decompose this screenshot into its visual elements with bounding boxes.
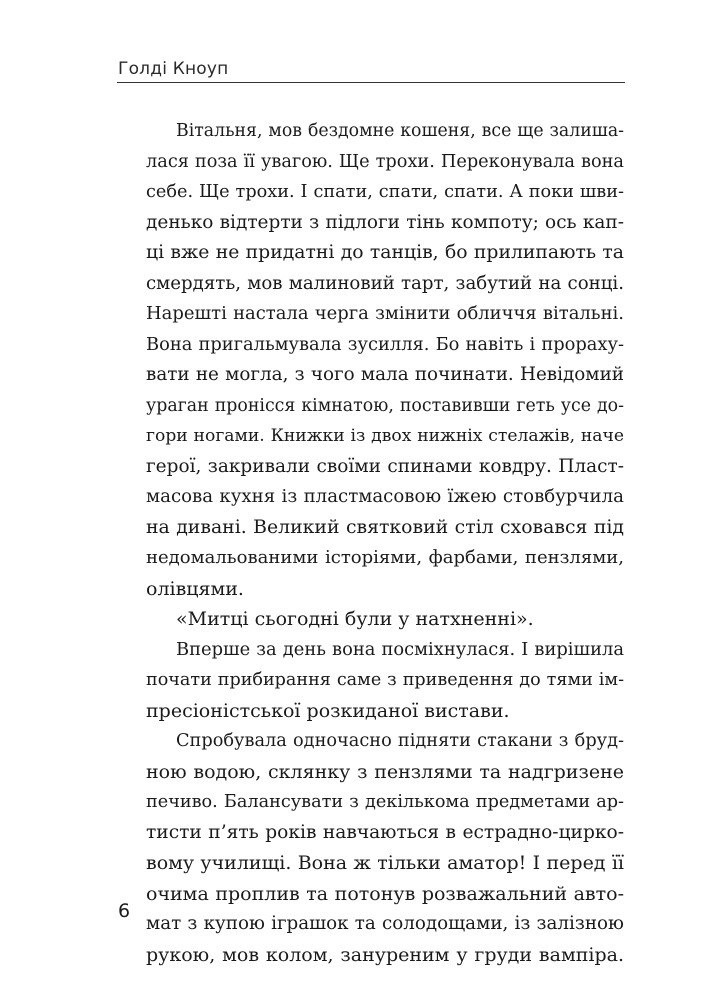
text-line: смердять, мов малиновий тарт, забутий на сонці. [146, 272, 624, 294]
text-line: масова кухня із пластмасовою їжею стовбурчила [146, 486, 624, 507]
text-line: почати прибирання саме з приведення до тями ім- [146, 670, 624, 690]
text-line: рукою, мов колом, зануреним у груди вампіра. [146, 943, 624, 966]
text-line: Спробувала одночасно підняти стакани з бруд- [176, 731, 624, 751]
text-line: тисти п’ять років навчаються в естрадно-цирко- [146, 821, 624, 843]
header-rule [117, 82, 625, 83]
text-line: вому училищі. Вона ж тільки аматор! І перед її [146, 852, 624, 874]
text-line: себе. Ще трохи. І спати, спати, спати. А поки шви- [146, 182, 624, 202]
text-line: ною водою, склянку з пензлями та надгризене [146, 760, 624, 783]
text-line: Вперше за день вона посміхнулася. І вирішила [176, 638, 624, 660]
text-line: денько відтерти з підлоги тінь компоту; ось кап- [146, 211, 624, 233]
text-line: лася поза її увагою. Ще трохи. Переконувала вона [146, 151, 624, 172]
running-head: Голді Кноуп [118, 59, 229, 79]
text-line: вати не могла, з чого мала починати. Невідомий [146, 364, 624, 385]
text-line: герої, закривали своїми спинами ковдру. Пласт- [146, 455, 624, 477]
text-line: «Митці сьогодні були у натхненні». [176, 608, 534, 630]
text-line: Нарешті настала черга змінити обличчя вітальні. [146, 303, 624, 324]
text-line: недомальованими історіями, фарбами, пензлями, [146, 547, 624, 568]
text-line: печиво. Балансувати з декількома предметами ар- [146, 792, 624, 812]
text-line: Вітальня, мов бездомне кошеня, все ще залиша- [176, 121, 624, 141]
text-line: олівцями. [146, 577, 244, 600]
text-line: гори ногами. Книжки із двох нижніх стелажів, наче [146, 426, 624, 446]
text-line: Вона пригальмувала зусилля. Бо навіть і прораху- [146, 333, 624, 355]
text-line: очима проплив та потонув розважальний авто- [146, 882, 624, 905]
text-line: пресіоністської розкиданої вистави. [146, 699, 510, 722]
text-line: мат з купою іграшок та солодощами, із залізною [146, 913, 624, 934]
text-line: на дивані. Великий святковий стіл сховався під [146, 516, 624, 538]
text-line: ураган пронісся кімнатою, поставивши геть усе до- [146, 395, 624, 416]
text-line: ці вже не придатні до танців, бо прилипають та [146, 242, 624, 263]
page-number: 6 [118, 900, 131, 922]
